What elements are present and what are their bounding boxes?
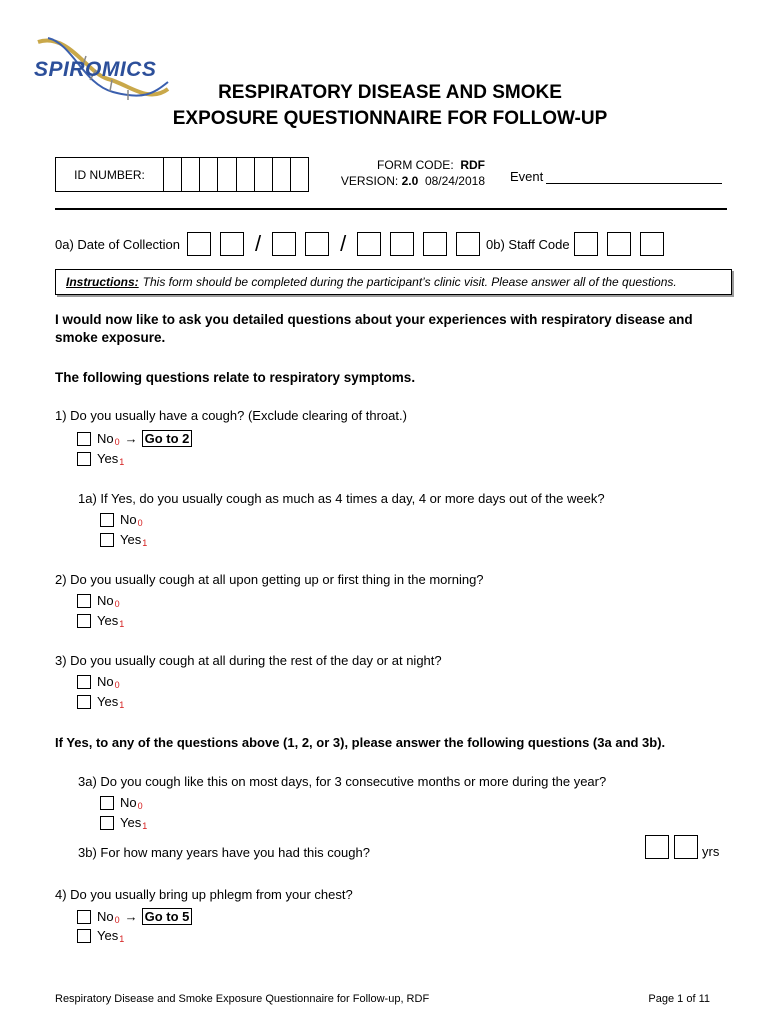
q1a-option-no[interactable] bbox=[100, 512, 143, 527]
staff-code-row bbox=[486, 232, 664, 256]
footer-title: Respiratory Disease and Smoke Exposure Questionnaire for Follow-up, RDF bbox=[55, 993, 430, 1005]
id-digit-box[interactable] bbox=[218, 158, 236, 191]
response-code: 1 bbox=[119, 699, 125, 710]
option-label: Yes bbox=[120, 815, 142, 830]
years-digit-box[interactable] bbox=[645, 835, 669, 859]
page-number: Page 1 of 11 bbox=[648, 993, 710, 1005]
option-label: No bbox=[97, 431, 114, 446]
id-digit-box[interactable] bbox=[237, 158, 255, 191]
q4-option-no[interactable] bbox=[77, 908, 192, 925]
page-title bbox=[130, 80, 650, 132]
event-field[interactable] bbox=[510, 169, 722, 184]
logo-text: SPIROMICS bbox=[34, 58, 157, 81]
date-digit-box[interactable] bbox=[456, 232, 480, 256]
date-digit-box[interactable] bbox=[390, 232, 414, 256]
q3-option-no[interactable] bbox=[77, 674, 120, 689]
q4-option-yes[interactable] bbox=[77, 928, 124, 943]
q3a-option-yes[interactable] bbox=[100, 815, 147, 830]
title-line-1: RESPIRATORY DISEASE AND SMOKE bbox=[218, 82, 562, 103]
response-code: 0 bbox=[114, 598, 120, 609]
checkbox[interactable] bbox=[100, 816, 114, 830]
arrow-right-icon: → bbox=[124, 909, 138, 924]
form-code-value: RDF bbox=[460, 158, 485, 172]
id-number-label: ID NUMBER: bbox=[56, 158, 164, 191]
date-digit-box[interactable] bbox=[272, 232, 296, 256]
intro-text: I would now like to ask you detailed questions about your experiences with respiratory disease and smoke exposure. bbox=[55, 312, 693, 345]
date-digit-box[interactable] bbox=[423, 232, 447, 256]
id-number-field[interactable] bbox=[55, 157, 309, 192]
date-of-collection-row bbox=[55, 232, 480, 256]
staff-code-box[interactable] bbox=[640, 232, 664, 256]
q3-option-yes[interactable] bbox=[77, 694, 124, 709]
checkbox[interactable] bbox=[77, 614, 91, 628]
q2-option-no[interactable] bbox=[77, 593, 120, 608]
instructions-label: Instructions: bbox=[66, 275, 139, 289]
response-code: 0 bbox=[114, 914, 120, 925]
staff-code-box[interactable] bbox=[607, 232, 631, 256]
checkbox[interactable] bbox=[100, 796, 114, 810]
years-field bbox=[645, 835, 719, 859]
option-label: Yes bbox=[97, 613, 119, 628]
checkbox[interactable] bbox=[77, 432, 91, 446]
years-digit-box[interactable] bbox=[674, 835, 698, 859]
option-label: Yes bbox=[120, 532, 142, 547]
q3a-option-no[interactable] bbox=[100, 795, 143, 810]
version-value: 2.0 bbox=[401, 174, 419, 188]
response-code: 1 bbox=[119, 933, 125, 944]
version-label: VERSION: bbox=[340, 174, 399, 188]
question-2: 2) Do you usually cough at all upon getting up or first thing in the morning? bbox=[55, 572, 484, 587]
id-digit-box[interactable] bbox=[182, 158, 200, 191]
response-code: 0 bbox=[114, 436, 120, 447]
skip-instruction: Go to 2 bbox=[142, 430, 193, 447]
staff-code-label: 0b) Staff Code bbox=[486, 236, 570, 252]
q1-option-yes[interactable] bbox=[77, 451, 124, 466]
arrow-right-icon: → bbox=[124, 431, 138, 446]
form-code-block bbox=[340, 157, 485, 189]
checkbox[interactable] bbox=[77, 452, 91, 466]
date-digit-box[interactable] bbox=[357, 232, 381, 256]
response-code: 0 bbox=[137, 517, 143, 528]
option-label: No bbox=[97, 674, 114, 689]
version-date: 08/24/2018 bbox=[424, 174, 485, 188]
q1a-option-yes[interactable] bbox=[100, 532, 147, 547]
id-digit-box[interactable] bbox=[200, 158, 218, 191]
id-digit-box[interactable] bbox=[273, 158, 291, 191]
id-digit-box[interactable] bbox=[164, 158, 182, 191]
response-code: 1 bbox=[119, 456, 125, 467]
date-digit-box[interactable] bbox=[187, 232, 211, 256]
response-code: 0 bbox=[137, 800, 143, 811]
checkbox[interactable] bbox=[100, 513, 114, 527]
option-label: No bbox=[97, 909, 114, 924]
question-1: 1) Do you usually have a cough? (Exclude clearing of throat.) bbox=[55, 408, 407, 423]
checkbox[interactable] bbox=[100, 533, 114, 547]
option-label: Yes bbox=[97, 928, 119, 943]
date-digit-box[interactable] bbox=[220, 232, 244, 256]
checkbox[interactable] bbox=[77, 594, 91, 608]
option-label: Yes bbox=[97, 451, 119, 466]
years-unit: yrs bbox=[702, 844, 720, 859]
response-code: 1 bbox=[119, 618, 125, 629]
header-divider bbox=[55, 208, 727, 210]
event-input-line[interactable] bbox=[546, 171, 722, 184]
question-3a: 3a) Do you cough like this on most days, for 3 consecutive months or more during the year? bbox=[78, 774, 607, 789]
checkbox[interactable] bbox=[77, 695, 91, 709]
checkbox[interactable] bbox=[77, 910, 91, 924]
instructions-text: This form should be completed during the participant’s clinic visit. Please answer all of the questions. bbox=[142, 275, 677, 289]
form-code-label: FORM CODE: bbox=[376, 158, 454, 172]
skip-instruction: Go to 5 bbox=[142, 908, 193, 925]
instructions-box bbox=[55, 269, 732, 295]
event-label: Event bbox=[510, 169, 544, 184]
staff-code-box[interactable] bbox=[574, 232, 598, 256]
followup-heading: If Yes, to any of the questions above (1, 2, or 3), please answer the following questions (3a and 3b). bbox=[55, 735, 666, 750]
response-code: 0 bbox=[114, 679, 120, 690]
title-line-2: EXPOSURE QUESTIONNAIRE FOR FOLLOW-UP bbox=[172, 108, 608, 129]
option-label: No bbox=[120, 795, 137, 810]
question-3b: 3b) For how many years have you had this cough? bbox=[78, 845, 370, 860]
id-digit-box[interactable] bbox=[291, 158, 308, 191]
option-label: Yes bbox=[97, 694, 119, 709]
response-code: 1 bbox=[142, 537, 148, 548]
question-4: 4) Do you usually bring up phlegm from your chest? bbox=[55, 887, 353, 902]
checkbox[interactable] bbox=[77, 675, 91, 689]
section-heading: The following questions relate to respiratory symptoms. bbox=[55, 370, 416, 385]
checkbox[interactable] bbox=[77, 929, 91, 943]
option-label: No bbox=[97, 593, 114, 608]
q1-option-no[interactable] bbox=[77, 430, 192, 447]
q2-option-yes[interactable] bbox=[77, 613, 124, 628]
date-digit-box[interactable] bbox=[305, 232, 329, 256]
option-label: No bbox=[120, 512, 137, 527]
id-digit-box[interactable] bbox=[255, 158, 273, 191]
response-code: 1 bbox=[142, 820, 148, 831]
question-1a: 1a) If Yes, do you usually cough as much as 4 times a day, 4 or more days out of the week? bbox=[78, 491, 605, 506]
date-separator: / bbox=[255, 231, 262, 256]
question-3: 3) Do you usually cough at all during the rest of the day or at night? bbox=[55, 653, 442, 668]
date-separator: / bbox=[340, 231, 347, 256]
date-of-collection-label: 0a) Date of Collection bbox=[55, 236, 181, 252]
